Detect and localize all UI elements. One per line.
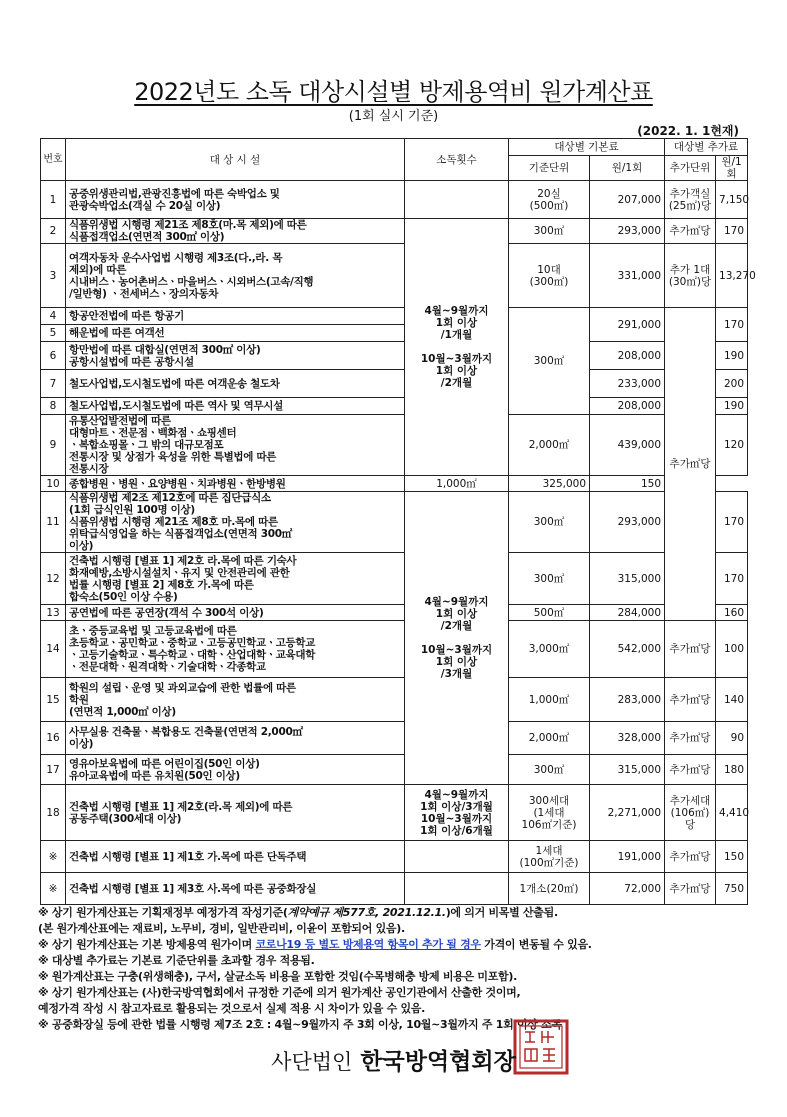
table-row bbox=[41, 722, 748, 755]
base-price-cell: 291,000 bbox=[590, 308, 665, 342]
table-row bbox=[41, 678, 748, 722]
document-subtitle: (1회 실시 기준) bbox=[348, 109, 439, 124]
row-number: 10 bbox=[41, 476, 66, 492]
facility-cell: 건축법 시행령 [별표 1] 제3호 사.목에 따른 공중화장실 bbox=[66, 873, 405, 905]
extra-unit-cell: 추가㎡당 bbox=[665, 873, 716, 905]
row-number: 1 bbox=[41, 181, 66, 219]
note-4: ※ 대상별 추가료는 기본료 기준단위를 초과할 경우 적용됨. bbox=[38, 954, 315, 967]
base-unit-cell: 20실 (500㎡) bbox=[509, 181, 590, 219]
row-number: 9 bbox=[41, 415, 66, 476]
table-row bbox=[41, 398, 748, 415]
extra-unit-group: 추가㎡당 bbox=[665, 308, 716, 621]
table-row bbox=[41, 219, 748, 244]
extra-price-cell: 170 bbox=[716, 492, 748, 553]
base-price-cell: 233,000 bbox=[590, 370, 665, 398]
extra-unit-cell: 추가 1대 (30㎡)당 bbox=[665, 244, 716, 308]
base-unit-cell: 1,000㎡ bbox=[405, 476, 509, 492]
extra-unit-cell: 추가㎡당 bbox=[665, 722, 716, 755]
extra-price-cell: 140 bbox=[716, 678, 748, 722]
row-number: 11 bbox=[41, 492, 66, 553]
header-extra-unit: 추가단위 bbox=[665, 156, 716, 181]
extra-unit-cell: 추가㎡당 bbox=[665, 219, 716, 244]
base-unit-cell: 300㎡ bbox=[509, 553, 590, 605]
header-facility: 대 상 시 설 bbox=[66, 139, 405, 181]
header-extra-price: 원/1회 bbox=[716, 156, 748, 181]
facility-cell: 사무실용 건축물ㆍ복합용도 건축물(연면적 2,000㎡ 이상) bbox=[66, 722, 405, 755]
facility-cell: 공연법에 따른 공연장(객석 수 300석 이상) bbox=[66, 605, 405, 621]
extra-price-cell: 190 bbox=[716, 342, 748, 370]
base-unit-cell: 1개소(20㎡) bbox=[509, 873, 590, 905]
note-7: 예정가격 작성 시 참고자료로 활용되는 것으로서 실제 적용 시 차이가 있을 수 있음. bbox=[38, 1002, 425, 1015]
note-8: ※ 공중화장실 등에 관한 법률 시행령 제7조 2호 : 4월~9월까지 주 3회 이상, 10월~3월까지 주 1회 이상 소독 bbox=[38, 1018, 562, 1031]
base-price-cell: 283,000 bbox=[590, 678, 665, 722]
header-frequency: 소독횟수 bbox=[405, 139, 509, 181]
table-row bbox=[41, 841, 748, 873]
extra-price-cell: 7,150 bbox=[716, 181, 748, 219]
note-3: ※ 상기 원가계산표는 기본 방제용역 원가이며 코로나19 등 별도 방제용역 항목이 추가 될 경우 가격이 변동될 수 있음. bbox=[38, 938, 592, 951]
row-number: 18 bbox=[41, 785, 66, 841]
table-row bbox=[41, 605, 748, 621]
note-1: ※ 상기 원가계산표는 기획재정부 예정가격 작성기준(계약예규 제577호, 2021.12.1.)에 의거 비목별 산출됨. bbox=[38, 906, 558, 919]
row-number: 3 bbox=[41, 244, 66, 308]
facility-cell: 항만법에 따른 대합실(연면적 300㎡ 이상) 공항시설법에 따른 공항시설 bbox=[66, 342, 405, 370]
extra-unit-cell: 추가㎡당 bbox=[665, 678, 716, 722]
extra-price-cell: 100 bbox=[716, 621, 748, 678]
base-unit-cell: 3,000㎡ bbox=[509, 621, 590, 678]
base-unit-cell: 1,000㎡ bbox=[509, 678, 590, 722]
facility-cell: 항공안전법에 따른 항공기 bbox=[66, 308, 405, 325]
extra-price-cell: 150 bbox=[590, 476, 665, 492]
base-unit-group: 300㎡ bbox=[509, 308, 590, 415]
extra-price-cell: 200 bbox=[716, 370, 748, 398]
cost-table bbox=[40, 138, 756, 905]
document-title: 2022년도 소독 대상시설별 방제용역비 원가계산표 bbox=[134, 78, 653, 106]
extra-price-cell: 170 bbox=[716, 219, 748, 244]
notes bbox=[38, 905, 758, 1033]
base-unit-cell: 300㎡ bbox=[509, 219, 590, 244]
footer-prefix: 사단법인 bbox=[271, 1050, 353, 1074]
base-price-cell: 439,000 bbox=[590, 415, 665, 476]
extra-price-cell: 180 bbox=[716, 755, 748, 785]
frequency-cell bbox=[405, 873, 509, 905]
base-unit-cell: 500㎡ bbox=[509, 605, 590, 621]
facility-cell: 해운법에 따른 여객선 bbox=[66, 325, 405, 342]
base-price-cell: 293,000 bbox=[590, 492, 665, 553]
base-unit-cell: 300㎡ bbox=[509, 755, 590, 785]
row-number: 4 bbox=[41, 308, 66, 325]
extra-price-cell: 190 bbox=[716, 398, 748, 415]
base-unit-cell: 300㎡ bbox=[509, 492, 590, 553]
base-price-cell: 315,000 bbox=[590, 553, 665, 605]
header-base-price: 원/1회 bbox=[590, 156, 665, 181]
row-number: 8 bbox=[41, 398, 66, 415]
frequency-cell bbox=[405, 181, 509, 219]
header-base-group: 대상별 기본료 bbox=[509, 139, 665, 156]
as-of-date: (2022. 1. 1현재) bbox=[637, 124, 739, 138]
extra-price-cell: 750 bbox=[716, 873, 748, 905]
base-unit-cell: 300세대 (1세대 106㎡기준) bbox=[509, 785, 590, 841]
extra-price-cell: 150 bbox=[716, 841, 748, 873]
facility-cell: 건축법 시행령 [별표 1] 제1호 가.목에 따른 단독주택 bbox=[66, 841, 405, 873]
facility-cell: 영유아보육법에 따른 어린이집(50인 이상) 유아교육법에 따른 유치원(50인 이상) bbox=[66, 755, 405, 785]
base-unit-cell: 1세대 (100㎡기준) bbox=[509, 841, 590, 873]
facility-cell: 건축법 시행령 [별표 1] 제2호 라.목에 따른 기숙사 화재예방,소방시설설치ㆍ유지 및 안전관리에 관한 법률 시행령 [별표 2] 제8호 가.목에 따른 합숙소(50인 이상 수용) bbox=[66, 553, 405, 605]
base-price-cell: 542,000 bbox=[590, 621, 665, 678]
note-5: ※ 원가계산표는 구충(위생해충), 구서, 살균소독 비용을 포함한 것임(수목병해충 방제 비용은 미포함). bbox=[38, 970, 517, 983]
header-no: 번호 bbox=[41, 139, 66, 181]
table-row bbox=[41, 785, 748, 841]
base-unit-cell: 2,000㎡ bbox=[509, 415, 590, 476]
extra-price-cell: 160 bbox=[716, 605, 748, 621]
base-unit-cell: 2,000㎡ bbox=[509, 722, 590, 755]
table-row bbox=[41, 244, 748, 308]
table-row bbox=[41, 370, 748, 398]
row-number: 12 bbox=[41, 553, 66, 605]
extra-price-cell: 170 bbox=[716, 308, 748, 342]
base-unit-cell: 10대 (300㎡) bbox=[509, 244, 590, 308]
row-number: 7 bbox=[41, 370, 66, 398]
base-price-cell: 293,000 bbox=[590, 219, 665, 244]
table-row bbox=[41, 492, 748, 553]
table-row bbox=[41, 621, 748, 678]
extra-price-cell: 4,410 bbox=[716, 785, 748, 841]
footer-org: 한국방역협회장 bbox=[360, 1049, 516, 1075]
base-price-cell: 72,000 bbox=[590, 873, 665, 905]
facility-cell: 학원의 설립ㆍ운영 및 과외교습에 관한 법률에 따른 학원 (연면적 1,000㎡ 이상) bbox=[66, 678, 405, 722]
extra-price-cell: 13,270 bbox=[716, 244, 748, 308]
row-number: ※ bbox=[41, 873, 66, 905]
base-price-cell: 208,000 bbox=[590, 342, 665, 370]
row-number: 17 bbox=[41, 755, 66, 785]
frequency-cell bbox=[405, 841, 509, 873]
table-row bbox=[41, 873, 748, 905]
facility-cell: 여객자동차 운수사업법 시행령 제3조(다.,라. 목 제외)에 따른 시내버스ㆍ농어촌버스ㆍ마을버스ㆍ시외버스(고속/직행 /일반형) ㆍ전세버스ㆍ장의자동차 bbox=[66, 244, 405, 308]
facility-cell: 건축법 시행령 [별표 1] 제2호(라.목 제외)에 따른 공동주택(300세대 이상) bbox=[66, 785, 405, 841]
table-row bbox=[41, 755, 748, 785]
facility-cell: 식품위생법 제2조 제12호에 따른 집단급식소 (1회 급식인원 100명 이상) 식품위생법 시행령 제21조 제8호 마.목에 따른 위탁급식영업을 하는 식품접객업소(연면적 300㎡ 이상) bbox=[66, 492, 405, 553]
row-number: 6 bbox=[41, 342, 66, 370]
table-row bbox=[41, 415, 748, 476]
frequency-group-2: 4월~9월까지 1회 이상 /2개월 10월~3월까지 1회 이상 /3개월 bbox=[405, 492, 509, 785]
header-base-unit: 기준단위 bbox=[509, 156, 590, 181]
table-row bbox=[41, 553, 748, 605]
frequency-group-3: 4월~9월까지 1회 이상/3개월 10월~3월까지 1회 이상/6개월 bbox=[405, 785, 509, 841]
table-row bbox=[41, 476, 748, 492]
header-extra-group: 대상별 추가료 bbox=[665, 139, 748, 156]
frequency-group-1: 4월~9월까지 1회 이상 /1개월 10월~3월까지 1회 이상 /2개월 bbox=[405, 219, 509, 476]
facility-cell: 공중위생관리법,관광진흥법에 따른 숙박업소 및 관광숙박업소(객실 수 20실 이상) bbox=[66, 181, 405, 219]
extra-price-cell: 90 bbox=[716, 722, 748, 755]
facility-cell: 철도사업법,도시철도법에 따른 여객운송 철도차 bbox=[66, 370, 405, 398]
row-number: 5 bbox=[41, 325, 66, 342]
base-price-cell: 207,000 bbox=[590, 181, 665, 219]
row-number: 14 bbox=[41, 621, 66, 678]
base-price-cell: 2,271,000 bbox=[590, 785, 665, 841]
note-2: (본 원가계산표에는 재료비, 노무비, 경비, 일반관리비, 이윤이 포함되어 있음). bbox=[38, 922, 405, 935]
base-price-cell: 325,000 bbox=[509, 476, 590, 492]
table-row bbox=[41, 308, 748, 325]
extra-price-cell: 120 bbox=[716, 415, 748, 476]
extra-unit-cell: 추가㎡당 bbox=[665, 841, 716, 873]
base-price-cell: 191,000 bbox=[590, 841, 665, 873]
base-price-cell: 331,000 bbox=[590, 244, 665, 308]
row-number: 15 bbox=[41, 678, 66, 722]
note-6: ※ 상기 원가계산표는 (사)한국방역협회에서 규정한 기준에 의거 원가계산 공인기관에서 산출한 것이며, bbox=[38, 986, 521, 999]
extra-unit-cell: 추가세대 (106㎡) 당 bbox=[665, 785, 716, 841]
row-number: 13 bbox=[41, 605, 66, 621]
row-number: ※ bbox=[41, 841, 66, 873]
base-price-cell: 284,000 bbox=[590, 605, 665, 621]
base-price-cell: 208,000 bbox=[590, 398, 665, 415]
facility-cell: 철도사업법,도시철도법에 따른 역사 및 역무시설 bbox=[66, 398, 405, 415]
extra-unit-cell: 추가㎡당 bbox=[665, 621, 716, 678]
facility-cell: 식품위생법 시행령 제21조 제8호(마.목 제외)에 따른 식품접객업소(연면적 300㎡ 이상) bbox=[66, 219, 405, 244]
row-number: 16 bbox=[41, 722, 66, 755]
facility-cell: 초ㆍ중등교육법 및 고등교육법에 따른 초등학교ㆍ공민학교ㆍ중학교ㆍ고등공민학교ㆍ고등학교 ㆍ고등기술학교ㆍ특수학교ㆍ대학ㆍ산업대학ㆍ교육대학 ㆍ전문대학ㆍ원격대학ㆍ기술대학ㆍ각종학교 bbox=[66, 621, 405, 678]
facility-cell: 유통산업발전법에 따른 대형마트ㆍ전문점ㆍ백화점ㆍ쇼핑센터 ㆍ복합쇼핑몰ㆍ그 밖의 대규모점포 전통시장 및 상점가 육성을 위한 특별법에 따른 전통시장 bbox=[66, 415, 405, 476]
table-row bbox=[41, 181, 748, 219]
facility-cell: 종합병원ㆍ병원ㆍ요양병원ㆍ치과병원ㆍ한방병원 bbox=[66, 476, 405, 492]
base-price-cell: 328,000 bbox=[590, 722, 665, 755]
extra-unit-cell: 추가㎡당 bbox=[665, 755, 716, 785]
extra-price-cell: 170 bbox=[716, 553, 748, 605]
extra-unit-cell: 추가객실 (25㎡)당 bbox=[665, 181, 716, 219]
base-price-cell: 315,000 bbox=[590, 755, 665, 785]
footer bbox=[0, 1043, 787, 1076]
table-row bbox=[41, 342, 748, 370]
row-number: 2 bbox=[41, 219, 66, 244]
